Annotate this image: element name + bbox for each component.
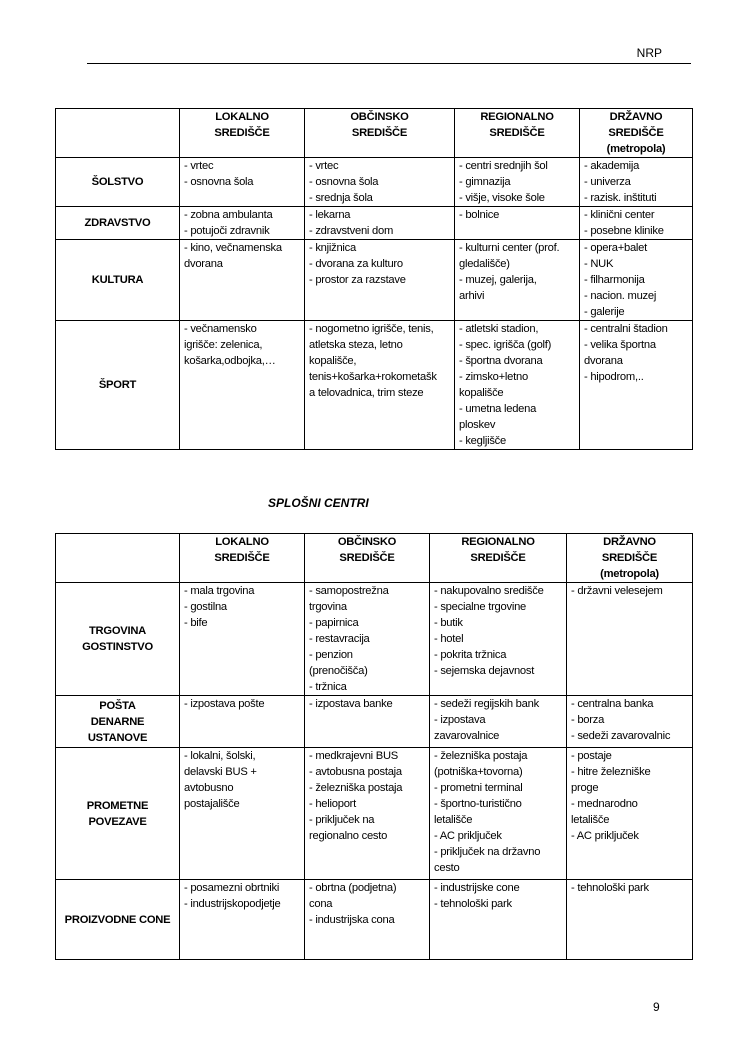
- cell-line: - medkrajevni BUS: [309, 750, 399, 762]
- column-header: [56, 534, 180, 583]
- column-header: [180, 109, 305, 158]
- table-cell: [567, 748, 693, 880]
- cell-line: (potniška+tovorna): [434, 766, 523, 778]
- cell-line: - hipodrom,..: [584, 371, 644, 383]
- column-header: [180, 534, 305, 583]
- cell-line: (prenočišča): [309, 665, 368, 677]
- table-cell: [180, 321, 305, 450]
- column-header: [455, 109, 580, 158]
- cell-line: - borza: [571, 714, 605, 726]
- cell-line: - NUK: [584, 258, 614, 270]
- cell-line: - tehnološki park: [434, 898, 512, 910]
- cell-line: - industrijskopodjetje: [184, 898, 281, 910]
- cell-line: - samopostrežna: [309, 585, 389, 597]
- cell-line: - centralna banka: [571, 698, 654, 710]
- row-label: [56, 158, 180, 207]
- cell-line: - restavracija: [309, 633, 370, 645]
- cell-line: - helioport: [309, 798, 356, 810]
- cell-line: - nacion. muzej: [584, 290, 657, 302]
- cell-line: - atletski stadion,: [459, 323, 539, 335]
- cell-line: - osnovna šola: [309, 176, 379, 188]
- cell-line: ŠOLSTVO: [91, 176, 144, 188]
- cell-line: - tehnološki park: [571, 882, 649, 894]
- cell-line: - bolnice: [459, 209, 500, 221]
- cell-line: - potujoči zdravnik: [184, 225, 270, 237]
- table-row: [56, 696, 693, 748]
- cell-line: - AC priključek: [434, 830, 502, 842]
- cell-line: - pokrita tržnica: [434, 649, 507, 661]
- cell-line: - univerza: [584, 176, 631, 188]
- cell-line: kopališče,: [309, 355, 357, 367]
- cell-line: ploskev: [459, 419, 496, 431]
- cell-line: igrišče: zelenica,: [184, 339, 263, 351]
- cell-line: - kulturni center (prof.: [459, 242, 560, 254]
- cell-line: KULTURA: [91, 274, 144, 286]
- cell-line: - izpostava pošte: [184, 698, 265, 710]
- table-row: [56, 321, 693, 450]
- table-cell: [580, 321, 693, 450]
- row-label: [56, 207, 180, 240]
- cell-line: - velika športna: [584, 339, 656, 351]
- row-label: [56, 321, 180, 450]
- cell-line: - izpostava: [434, 714, 486, 726]
- table-cell: [580, 207, 693, 240]
- cell-line: a telovadnica, trim steze: [309, 387, 424, 399]
- cell-line: - večnamensko: [184, 323, 257, 335]
- cell-line: REGIONALNO: [480, 111, 554, 123]
- cell-line: - avtobusna postaja: [309, 766, 402, 778]
- cell-line: kopališče: [459, 387, 504, 399]
- cell-line: DRŽAVNO: [603, 536, 656, 548]
- column-header: [305, 534, 430, 583]
- cell-line: - tržnica: [309, 681, 347, 693]
- cell-line: SREDIŠČE: [339, 552, 395, 564]
- cell-line: - posebne klinike: [584, 225, 664, 237]
- cell-line: - sedeži regijskih bank: [434, 698, 539, 710]
- cell-line: zavarovalnice: [434, 730, 500, 742]
- cell-line: LOKALNO: [215, 536, 269, 548]
- table-cell: [430, 696, 567, 748]
- cell-line: - dvorana za kulturo: [309, 258, 403, 270]
- table-cell: [305, 748, 430, 880]
- header-row: [56, 109, 693, 158]
- page-number: 9: [653, 1000, 660, 1014]
- running-header: NRP: [636, 46, 662, 60]
- cell-line: dvorana: [184, 258, 223, 270]
- column-header: [305, 109, 455, 158]
- table-cell: [180, 583, 305, 696]
- cell-line: PROMETNE: [86, 799, 149, 812]
- cell-line: - sejemska dejavnost: [434, 665, 535, 677]
- cell-line: - železniška postaja: [434, 750, 528, 762]
- cell-line: - penzion: [309, 649, 353, 661]
- cell-line: - AC priključek: [571, 830, 639, 842]
- cell-line: - centri srednjih šol: [459, 160, 548, 172]
- cell-line: - muzej, galerija,: [459, 274, 537, 286]
- cell-line: SREDIŠČE: [608, 127, 664, 139]
- cell-line: - industrijske cone: [434, 882, 520, 894]
- cell-line: - zobna ambulanta: [184, 209, 273, 221]
- table-cell: [305, 583, 430, 696]
- cell-line: regionalno cesto: [309, 830, 388, 842]
- table-row: [56, 240, 693, 321]
- section-subtitle: SPLOŠNI CENTRI: [268, 496, 369, 510]
- cell-line: SREDIŠČE: [601, 552, 658, 564]
- cell-line: - gimnazija: [459, 176, 511, 188]
- cell-line: SREDIŠČE: [214, 552, 270, 564]
- table-cell: [305, 207, 455, 240]
- cell-line: - prostor za razstave: [309, 274, 406, 286]
- cell-line: - obrtna (podjetna): [309, 882, 397, 894]
- table-row: [56, 748, 693, 880]
- cell-line: SREDIŠČE: [470, 552, 526, 564]
- cell-line: trgovina: [309, 601, 347, 613]
- header-row: [56, 534, 693, 583]
- cell-line: košarka,odbojka,…: [184, 355, 276, 367]
- table-cell: [580, 158, 693, 207]
- cell-line: - spec. igrišča (golf): [459, 339, 552, 351]
- cell-line: - lokalni, šolski,: [184, 750, 256, 762]
- header-rule: [87, 63, 691, 64]
- cell-line: arhivi: [459, 290, 485, 302]
- table-cell: [180, 240, 305, 321]
- cell-line: - umetna ledena: [459, 403, 537, 415]
- cell-line: - železniška postaja: [309, 782, 403, 794]
- cell-line: SREDIŠČE: [351, 127, 408, 139]
- cell-line: DENARNE: [90, 715, 145, 728]
- cell-line: - zimsko+letno: [459, 371, 528, 383]
- table-cell: [567, 880, 693, 960]
- cell-line: - hotel: [434, 633, 464, 645]
- row-label: [56, 240, 180, 321]
- cell-line: delavski BUS +: [184, 766, 257, 778]
- table-cell: [455, 321, 580, 450]
- cell-line: - razisk. inštituti: [584, 192, 657, 204]
- cell-line: - postaje: [571, 750, 612, 762]
- cell-line: TRGOVINA: [88, 625, 147, 637]
- cell-line: - sedeži zavarovalnic: [571, 730, 671, 742]
- cell-line: POVEZAVE: [88, 815, 147, 828]
- table-cell: [305, 880, 430, 960]
- column-header: [567, 534, 693, 583]
- cell-line: - gostilna: [184, 601, 227, 613]
- row-label: [56, 696, 180, 748]
- cell-line: - prometni terminal: [434, 782, 523, 794]
- cell-line: - kino, večnamenska: [184, 242, 282, 254]
- cell-line: PROIZVODNE CONE: [64, 913, 171, 926]
- cell-line: - priključek na državno: [434, 846, 541, 858]
- cell-line: - vrtec: [309, 160, 339, 172]
- cell-line: - zdravstveni dom: [309, 225, 394, 237]
- row-label: [56, 583, 180, 696]
- cell-line: - posamezni obrtniki: [184, 882, 280, 894]
- cell-line: (metropola): [600, 568, 659, 580]
- table-cell: [567, 583, 693, 696]
- cell-line: atletska steza, letno: [309, 339, 403, 351]
- cell-line: proge: [571, 782, 599, 794]
- cell-line: - športno-turistično: [434, 798, 522, 810]
- cell-line: DRŽAVNO: [609, 111, 663, 123]
- table-cell: [180, 207, 305, 240]
- table-cell: [305, 158, 455, 207]
- cell-line: ŠPORT: [98, 379, 137, 391]
- table-row: [56, 583, 693, 696]
- cell-line: tenis+košarka+rokometašk: [309, 371, 437, 383]
- table-cell: [180, 696, 305, 748]
- cell-line: - kegljišče: [459, 435, 506, 447]
- cell-line: - državni velesejem: [571, 585, 663, 597]
- cell-line: - mala trgovina: [184, 585, 255, 597]
- table-cell: [180, 748, 305, 880]
- table-cell: [430, 583, 567, 696]
- cell-line: letališče: [571, 814, 610, 826]
- cell-line: - hitre železniške: [571, 766, 651, 778]
- cell-line: ZDRAVSTVO: [84, 217, 151, 229]
- cell-line: - višje, visoke šole: [459, 192, 545, 204]
- cell-line: - bife: [184, 617, 208, 629]
- cell-line: SREDIŠČE: [214, 127, 270, 139]
- cell-line: cona: [309, 898, 333, 910]
- cell-line: REGIONALNO: [461, 536, 535, 548]
- table-cell: [180, 880, 305, 960]
- cell-line: - papirnica: [309, 617, 359, 629]
- facilities-table-1: [55, 108, 693, 450]
- table-cell: [305, 240, 455, 321]
- table-cell: [430, 748, 567, 880]
- cell-line: - butik: [434, 617, 463, 629]
- table-cell: [455, 207, 580, 240]
- cell-line: dvorana: [584, 355, 623, 367]
- row-label: [56, 880, 180, 960]
- cell-line: - centralni štadion: [584, 323, 668, 335]
- cell-line: - specialne trgovine: [434, 601, 527, 613]
- cell-line: gledališče): [459, 258, 510, 270]
- row-label: [56, 748, 180, 880]
- table-row: [56, 880, 693, 960]
- table-cell: [455, 158, 580, 207]
- table-cell: [305, 696, 430, 748]
- cell-line: - filharmonija: [584, 274, 645, 286]
- cell-line: - akademija: [584, 160, 640, 172]
- cell-line: - opera+balet: [584, 242, 647, 254]
- table-cell: [580, 240, 693, 321]
- cell-line: postajališče: [184, 798, 240, 810]
- table-cell: [430, 880, 567, 960]
- column-header: [56, 109, 180, 158]
- table-cell: [567, 696, 693, 748]
- cell-line: LOKALNO: [215, 111, 269, 123]
- column-header: [580, 109, 693, 158]
- cell-line: - lekarna: [309, 209, 351, 221]
- table-row: [56, 158, 693, 207]
- cell-line: - priključek na: [309, 814, 375, 826]
- cell-line: avtobusno: [184, 782, 234, 794]
- cell-line: - nakupovalno središče: [434, 585, 544, 597]
- cell-line: - nogometno igrišče, tenis,: [309, 323, 434, 335]
- cell-line: POŠTA: [99, 699, 136, 712]
- cell-line: letališče: [434, 814, 473, 826]
- table-row: [56, 207, 693, 240]
- cell-line: - izpostava banke: [309, 698, 393, 710]
- cell-line: - knjižnica: [309, 242, 356, 254]
- cell-line: GOSTINSTVO: [82, 641, 153, 653]
- cell-line: (metropola): [606, 143, 666, 155]
- cell-line: - mednarodno: [571, 798, 638, 810]
- cell-line: - klinični center: [584, 209, 655, 221]
- cell-line: - osnovna šola: [184, 176, 254, 188]
- column-header: [430, 534, 567, 583]
- facilities-table-2: [55, 533, 693, 960]
- table-cell: [180, 158, 305, 207]
- table-cell: [305, 321, 455, 450]
- cell-line: - srednja šola: [309, 192, 373, 204]
- cell-line: - industrijska cona: [309, 914, 395, 926]
- cell-line: - galerije: [584, 306, 625, 318]
- cell-line: SREDIŠČE: [489, 127, 545, 139]
- cell-line: OBČINSKO: [350, 111, 409, 123]
- cell-line: - športna dvorana: [459, 355, 543, 367]
- cell-line: - vrtec: [184, 160, 214, 172]
- cell-line: OBČINSKO: [337, 536, 397, 548]
- cell-line: cesto: [434, 862, 460, 874]
- table-cell: [455, 240, 580, 321]
- cell-line: USTANOVE: [87, 731, 148, 744]
